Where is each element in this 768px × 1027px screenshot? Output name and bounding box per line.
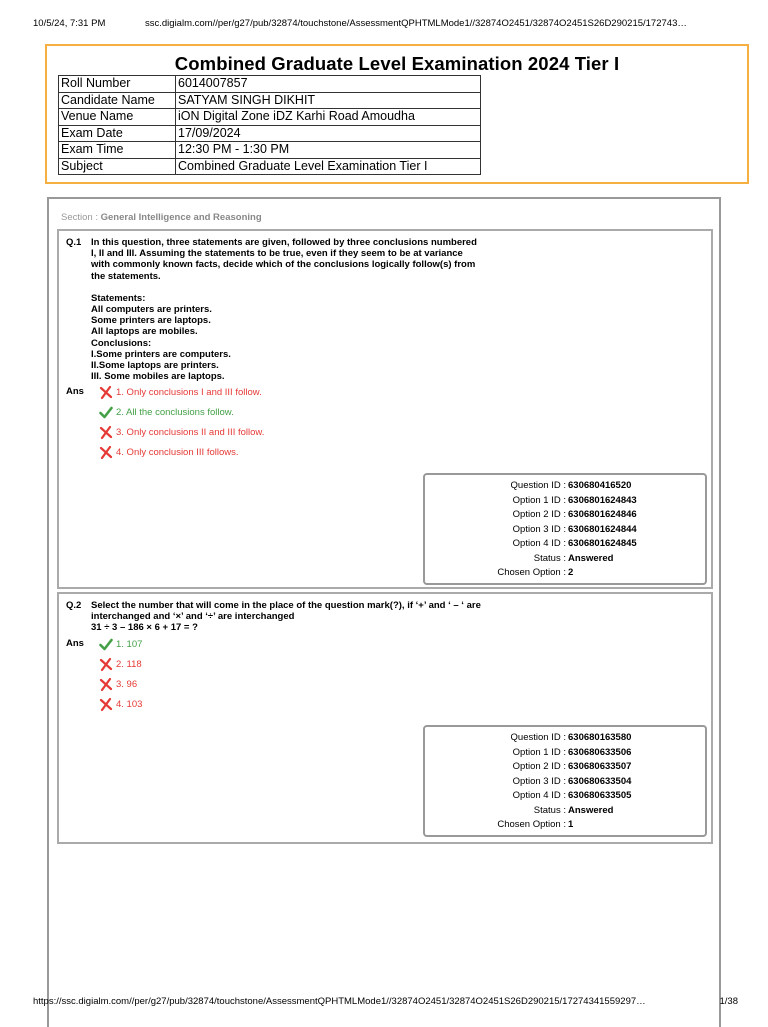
meta-row xyxy=(425,804,705,819)
meta-row xyxy=(425,746,705,761)
meta-value: 630680633507 xyxy=(568,761,632,772)
info-value: 12:30 PM - 1:30 PM xyxy=(176,142,481,159)
meta-row xyxy=(425,537,705,552)
question-body xyxy=(91,237,531,382)
ans-label: Ans xyxy=(66,638,84,649)
info-label: Venue Name xyxy=(59,109,176,126)
cross-icon xyxy=(99,426,113,439)
option-4 xyxy=(99,698,142,711)
check-icon xyxy=(99,638,113,651)
meta-row xyxy=(425,508,705,523)
info-row xyxy=(59,158,481,175)
meta-row xyxy=(425,789,705,804)
meta-label: Option 3 ID : xyxy=(512,523,566,535)
question-line: the statements. xyxy=(91,270,161,282)
section-name: General Intelligence and Reasoning xyxy=(100,212,262,223)
option-3 xyxy=(99,678,137,691)
question-body xyxy=(91,600,551,634)
option-text: 4. 103 xyxy=(116,699,143,710)
cross-icon xyxy=(99,386,113,399)
info-row xyxy=(59,109,481,126)
option-text: 1. Only conclusions I and III follow. xyxy=(116,387,262,398)
meta-row xyxy=(425,494,705,509)
meta-label: Option 2 ID : xyxy=(512,761,566,772)
option-4 xyxy=(99,446,239,459)
meta-value: 630680633506 xyxy=(568,746,632,758)
question-line: All laptops are mobiles. xyxy=(91,326,198,338)
option-1 xyxy=(99,386,262,399)
meta-label: Option 4 ID : xyxy=(512,538,566,549)
option-text: 1. 107 xyxy=(116,639,143,650)
meta-label: Question ID : xyxy=(510,480,566,491)
cross-icon xyxy=(99,658,113,671)
candidate-info-table xyxy=(58,75,481,175)
page-number: 1/38 xyxy=(719,996,738,1007)
cross-icon xyxy=(99,698,113,711)
meta-label: Status : xyxy=(533,552,566,564)
meta-row xyxy=(425,731,705,746)
meta-row xyxy=(425,818,705,833)
meta-row xyxy=(425,775,705,790)
info-label: Exam Date xyxy=(59,125,176,142)
ans-label: Ans xyxy=(66,386,84,397)
question-line: 31 ÷ 3 – 186 × 6 + 17 = ? xyxy=(91,622,198,634)
exam-title: Combined Graduate Level Examination 2024 Tier I xyxy=(174,53,620,74)
question-line: I, II and III. Assuming the statements to be true, even if they seem to be at variance xyxy=(91,248,463,260)
question-line: with commonly known facts, decide which of the conclusions logically follow(s) from xyxy=(91,259,476,271)
info-label: Roll Number xyxy=(59,76,176,93)
info-value: SATYAM SINGH DIKHIT xyxy=(176,92,481,109)
print-footer-url: https://ssc.digialm.com//per/g27/pub/32874/touchstone/AssessmentQPHTMLMode1//32874O2451/32874O2451S26D290215/17274341559297… xyxy=(33,996,646,1007)
print-footer xyxy=(33,996,738,1007)
option-text: 4. Only conclusion III follows. xyxy=(116,447,239,458)
question-card-2 xyxy=(57,592,713,844)
question-line xyxy=(91,282,531,293)
info-label: Exam Time xyxy=(59,142,176,159)
option-text: 3. Only conclusions II and III follow. xyxy=(116,427,265,438)
question-line: Statements: xyxy=(91,292,146,304)
question-line: II.Some laptops are printers. xyxy=(91,360,219,372)
question-meta-box xyxy=(423,725,707,837)
info-label: Candidate Name xyxy=(59,92,176,109)
print-header-url: ssc.digialm.com//per/g27/pub/32874/touchstone/AssessmentQPHTMLMode1//32874O2451/32874O2451S26D290215/172743… xyxy=(145,18,687,29)
info-row xyxy=(59,76,481,93)
meta-label: Status : xyxy=(533,804,566,816)
info-row xyxy=(59,92,481,109)
check-icon xyxy=(99,406,113,419)
meta-row xyxy=(425,552,705,567)
meta-value: Answered xyxy=(568,552,614,564)
meta-row xyxy=(425,760,705,775)
meta-value: 1 xyxy=(568,819,574,830)
option-2 xyxy=(99,658,142,671)
section-container xyxy=(47,197,721,1027)
meta-value: 630680633505 xyxy=(568,790,632,801)
option-1 xyxy=(99,638,142,651)
section-label xyxy=(61,212,262,223)
question-line: All computers are printers. xyxy=(91,304,212,316)
info-row xyxy=(59,125,481,142)
meta-value: Answered xyxy=(568,804,614,816)
meta-value: 630680416520 xyxy=(568,480,632,491)
meta-value: 6306801624845 xyxy=(568,538,637,549)
exam-info-box xyxy=(45,44,749,184)
question-card-1 xyxy=(57,229,713,589)
option-3 xyxy=(99,426,264,439)
meta-value: 6306801624846 xyxy=(568,509,637,520)
print-datetime: 10/5/24, 7:31 PM xyxy=(33,18,106,29)
question-number: Q.2 xyxy=(66,600,82,611)
cross-icon xyxy=(99,446,113,459)
question-line: III. Some mobiles are laptops. xyxy=(91,371,225,383)
meta-label: Option 1 ID : xyxy=(512,494,566,506)
question-line: Select the number that will come in the place of the question mark(?), if ‘+’ and ‘ – ‘ are xyxy=(91,600,481,611)
question-line: Conclusions: xyxy=(91,337,152,349)
option-text: 2. All the conclusions follow. xyxy=(116,407,234,418)
meta-row xyxy=(425,566,705,581)
meta-label: Chosen Option : xyxy=(497,819,566,830)
meta-label: Option 3 ID : xyxy=(512,775,566,787)
info-value: 6014007857 xyxy=(176,76,481,93)
question-line: In this question, three statements are given, followed by three conclusions numbered xyxy=(91,237,477,248)
info-label: Subject xyxy=(59,158,176,175)
meta-label: Option 1 ID : xyxy=(512,746,566,758)
question-number: Q.1 xyxy=(66,237,82,248)
meta-value: 6306801624844 xyxy=(568,523,637,535)
meta-label: Option 4 ID : xyxy=(512,790,566,801)
meta-value: 6306801624843 xyxy=(568,494,637,506)
option-text: 2. 118 xyxy=(116,659,142,670)
info-value: Combined Graduate Level Examination Tier I xyxy=(176,158,481,175)
question-meta-box xyxy=(423,473,707,585)
info-value: iON Digital Zone iDZ Karhi Road Amoudha xyxy=(176,109,481,126)
info-value: 17/09/2024 xyxy=(176,125,481,142)
meta-label: Chosen Option : xyxy=(497,567,566,578)
question-line: interchanged and ‘×’ and ‘÷’ are interchanged xyxy=(91,611,295,623)
meta-label: Question ID : xyxy=(510,732,566,743)
question-line: Some printers are laptops. xyxy=(91,315,211,327)
cross-icon xyxy=(99,678,113,691)
meta-row xyxy=(425,479,705,494)
meta-label: Option 2 ID : xyxy=(512,509,566,520)
section-prefix: Section : xyxy=(61,212,101,223)
meta-row xyxy=(425,523,705,538)
meta-value: 630680633504 xyxy=(568,775,632,787)
info-row xyxy=(59,142,481,159)
print-header xyxy=(33,18,738,29)
meta-value: 2 xyxy=(568,567,574,578)
meta-value: 630680163580 xyxy=(568,732,632,743)
option-text: 3. 96 xyxy=(116,679,138,690)
option-2 xyxy=(99,406,234,419)
question-line: I.Some printers are computers. xyxy=(91,348,231,360)
